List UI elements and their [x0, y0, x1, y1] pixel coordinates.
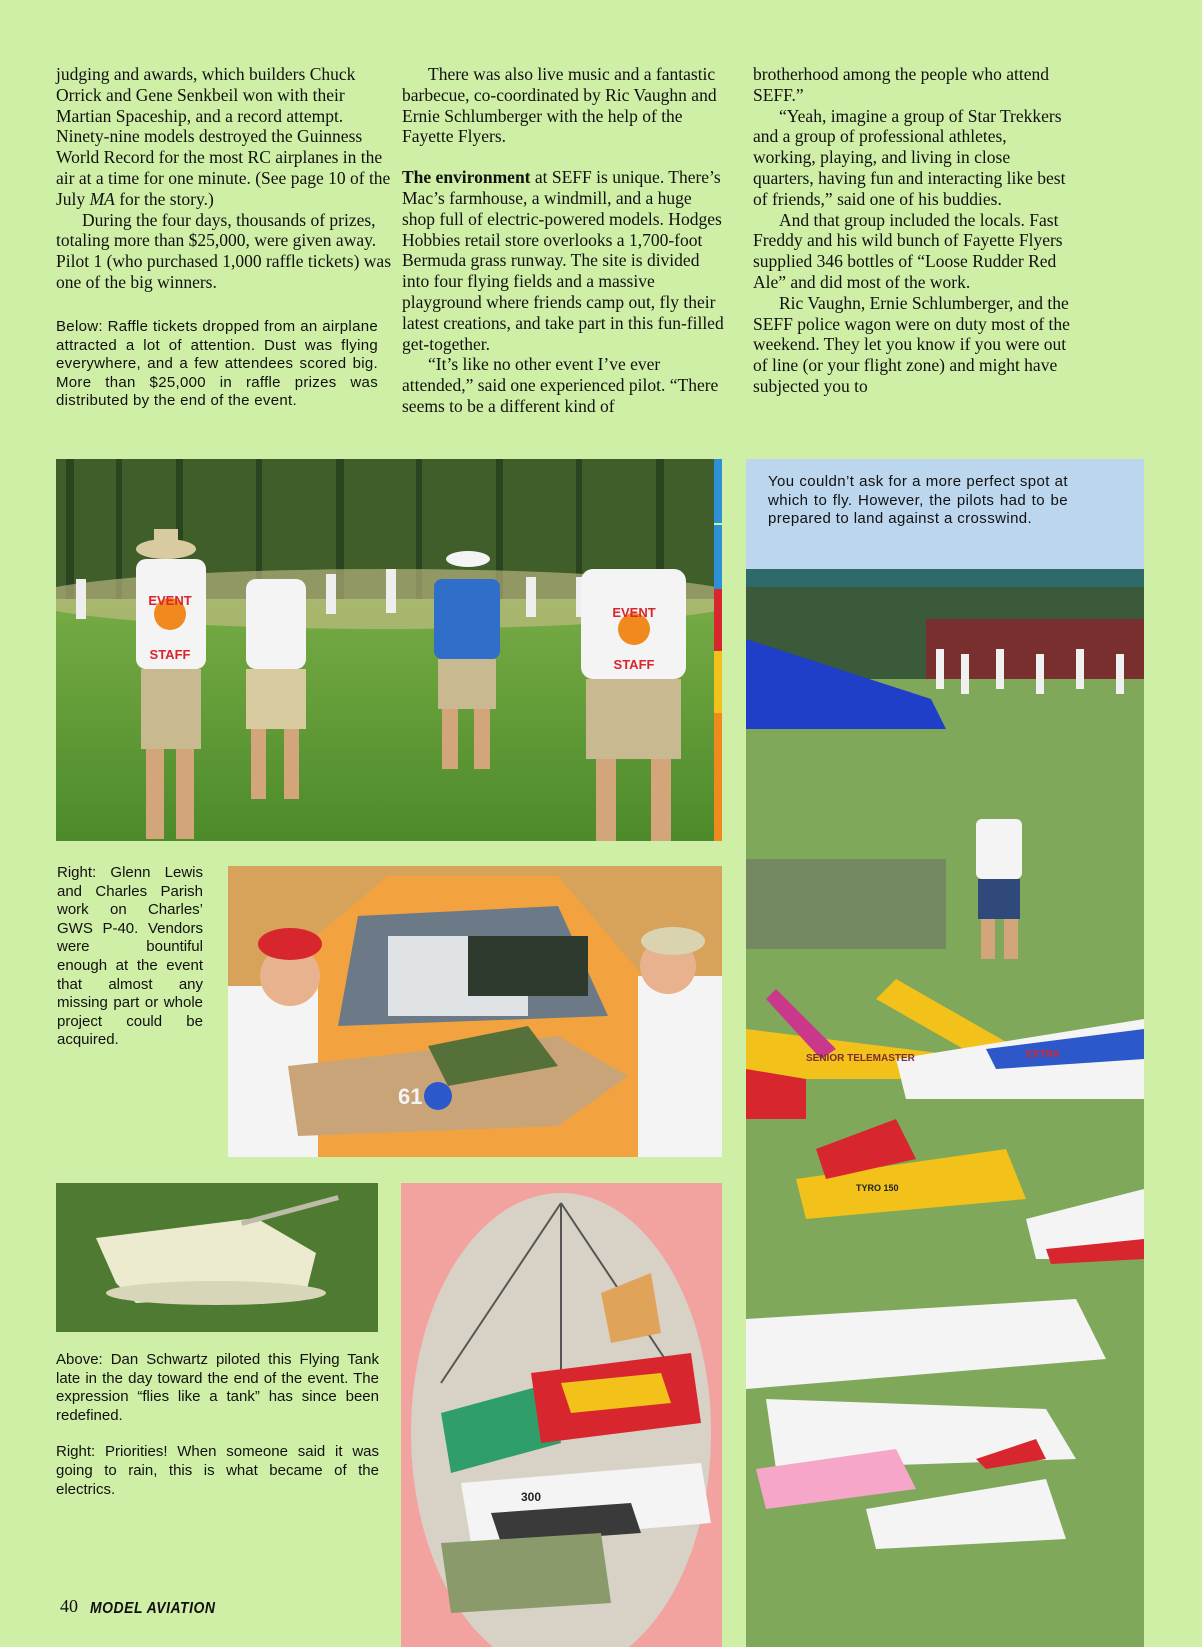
caption-tank-tent — [56, 1351, 379, 1499]
photo-raffle-crowd — [56, 459, 714, 841]
photo-flying-field — [746, 459, 1144, 1647]
shirt-event-right: EVENT — [612, 605, 656, 620]
caption-vendors — [57, 864, 203, 1050]
color-bar — [714, 459, 722, 841]
caption-field — [768, 473, 1068, 529]
col3-para3: And that group included the locals. Fast Freddy and his wild bunch of Fayette Flyers supplied 346 bottles of “Loose Rudder Red Ale” and did most of the work. — [753, 209, 1063, 292]
col3-para4: Ric Vaughn, Ernie Schlumberger, and the SEFF police wagon were on duty most of the weekend. They let you know if you were out of line (or your flight zone) and might have subjected you to — [753, 292, 1070, 396]
col2-para3: “It’s like no other event I’ve ever attended,” said one experienced pilot. “There seems to be a different kind of — [402, 354, 719, 416]
p40-number: 61 — [398, 1084, 423, 1109]
caption-vendors-text: Right: Glenn Lewis and Charles Parish work on Charles’ GWS P-40. Vendors were bountiful enough at the event that almost any missing part or whole project could be acquired. — [57, 864, 203, 1049]
photo-flying-tank — [56, 1183, 378, 1332]
color-bar-segment — [714, 523, 722, 589]
wing-text-extra: EXTRA — [1026, 1049, 1060, 1060]
col1-para1-italic: MA — [89, 188, 115, 209]
magazine-logo: MODEL AVIATION — [90, 1597, 216, 1617]
col2-para2-lead: The environment — [402, 167, 531, 188]
photo-p40-work — [228, 866, 722, 1157]
col3-para2: “Yeah, imagine a group of Star Trekkers and a group of professional athletes, working, playing, and living in close quarters, having fun and interacting like best of friends,” said one of his buddies. — [753, 105, 1066, 209]
shirt-staff-left: STAFF — [149, 647, 191, 662]
color-bar-segment — [714, 651, 722, 713]
shirt-staff-right: STAFF — [613, 657, 655, 672]
col1-para1-end: for the story.) — [114, 188, 214, 209]
photo-tent-electrics — [401, 1183, 722, 1647]
plane-number-300: 300 — [521, 1490, 542, 1504]
caption-tent-text: Right: Priorities! When someone said it was going to rain, this is what became of the electrics. — [56, 1443, 379, 1498]
col2-para1: There was also live music and a fantastic barbecue, co-coordinated by Ric Vaughn and Ernie Schlumberger with the help of the Fayette Flyers. — [402, 64, 717, 147]
color-bar-segment — [714, 713, 722, 841]
col1-para2: During the four days, thousands of prizes, totaling more than $25,000, were given away. Pilot 1 (who purchased 1,000 raffle tickets) was one of the big winners. — [56, 209, 392, 292]
article-column-1 — [56, 64, 396, 293]
caption-raffle-text: Below: Raffle tickets dropped from an airplane attracted a lot of attention. Dust was flying everywhere, and a few attendees scored big. More than $25,000 in raffle prizes was distributed by the end of the event. — [56, 318, 378, 410]
caption-tank-text: Above: Dan Schwartz piloted this Flying Tank late in the day toward the end of the event. The expression “flies like a tank” has since been redefined. — [56, 1351, 379, 1424]
caption-raffle — [56, 318, 378, 411]
shirt-event-left: EVENT — [148, 593, 192, 608]
caption-field-text: You couldn’t ask for a more perfect spot at which to fly. However, the pilots had to be prepared to land against a crosswind. — [768, 473, 1068, 528]
article-column-2 — [402, 64, 725, 417]
article-column-3 — [753, 64, 1073, 397]
col2-para2: at SEFF is unique. There’s Mac’s farmhouse, a windmill, and a huge shop full of electric-powered models. Hodges Hobbies retail store overlooks a 1,700-foot Bermuda grass runway. The site is divided into four flying fields and a massive playground where friends camp out, fly their latest creations, and take part in this fun-filled get-together. — [402, 167, 724, 354]
wing-text-tyro: TYRO 150 — [856, 1183, 899, 1193]
col3-para1: brotherhood among the people who attend SEFF.” — [753, 64, 1049, 105]
color-bar-segment — [714, 459, 722, 523]
color-bar-segment — [714, 589, 722, 651]
col1-para1: judging and awards, which builders Chuck Orrick and Gene Senkbeil won with their Martian Spaceship, and a record attempt. Ninety-nine models destroyed the Guinness World Record for the most RC airplanes in the air at a time for one minute. (See page 10 of the July — [56, 64, 391, 209]
page-number: 40 — [60, 1596, 78, 1616]
wing-text-senior: SENIOR TELEMASTER — [806, 1053, 915, 1064]
